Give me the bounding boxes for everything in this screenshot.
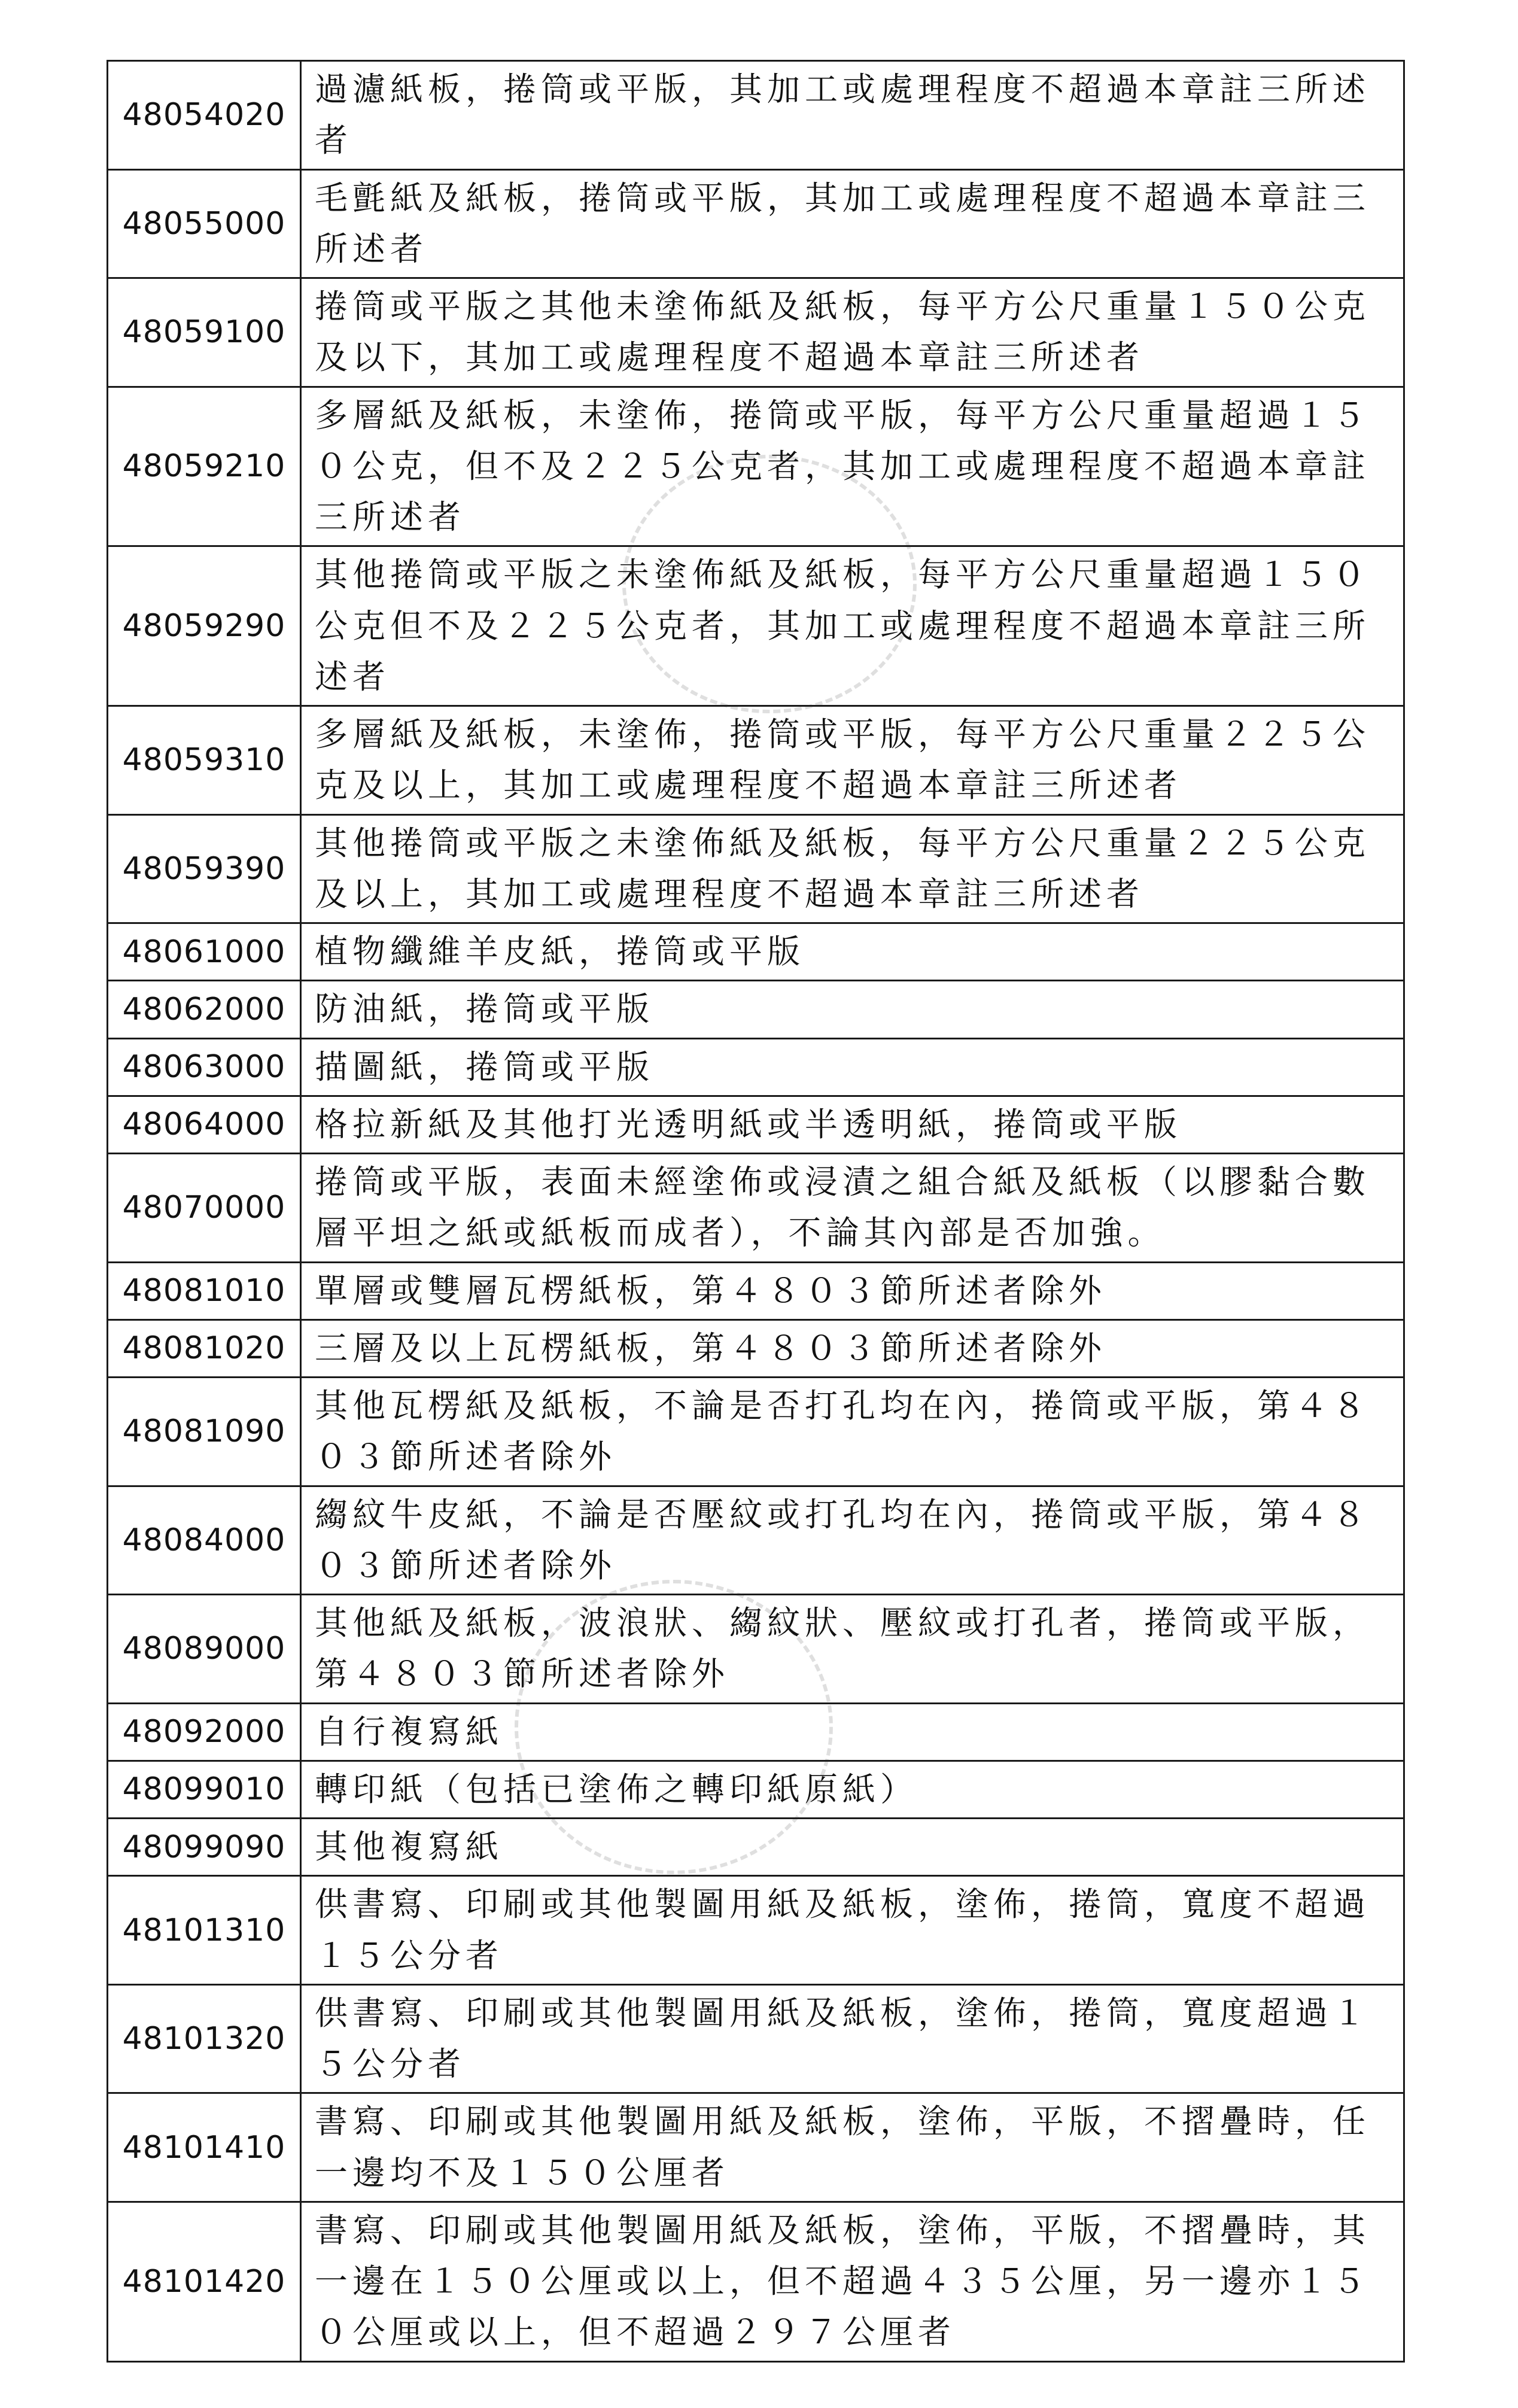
table-row — [108, 923, 1404, 981]
tariff-code-cell: 48061000 — [108, 923, 301, 981]
tariff-code-cell: 48101310 — [108, 1876, 301, 1985]
tariff-code-cell: 48081020 — [108, 1319, 301, 1377]
tariff-code-cell: 48062000 — [108, 981, 301, 1038]
description-cell: 其他捲筒或平版之未塗佈紙及紙板，每平方公尺重量２２５公克及以上，其加工或處理程度不超過本章註三所述者 — [301, 814, 1404, 923]
table-row — [108, 1819, 1404, 1876]
tariff-code-cell: 48099090 — [108, 1819, 301, 1876]
description-cell: 其他捲筒或平版之未塗佈紙及紙板，每平方公尺重量超過１５０公克但不及２２５公克者，其加工或處理程度不超過本章註三所述者 — [301, 546, 1404, 706]
description-cell: 轉印紙（包括已塗佈之轉印紙原紙） — [301, 1761, 1404, 1818]
table-row — [108, 1595, 1404, 1704]
description-cell: 防油紙，捲筒或平版 — [301, 981, 1404, 1038]
tariff-code-cell: 48101320 — [108, 1984, 301, 2093]
table-row — [108, 1761, 1404, 1818]
tariff-code-cell: 48063000 — [108, 1038, 301, 1096]
tariff-code-cell: 48092000 — [108, 1703, 301, 1761]
description-cell: 多層紙及紙板，未塗佈，捲筒或平版，每平方公尺重量２２５公克及以上，其加工或處理程度不超過本章註三所述者 — [301, 706, 1404, 815]
description-cell: 書寫、印刷或其他製圖用紙及紙板，塗佈，平版，不摺疊時，任一邊均不及１５０公厘者 — [301, 2093, 1404, 2202]
table-row — [108, 981, 1404, 1038]
description-cell: 書寫、印刷或其他製圖用紙及紙板，塗佈，平版，不摺疊時，其一邊在１５０公厘或以上，但不超過４３５公厘，另一邊亦１５０公厘或以上，但不超過２９７公厘者 — [301, 2202, 1404, 2361]
table-row — [108, 1378, 1404, 1486]
table-row — [108, 2093, 1404, 2202]
table-row — [108, 278, 1404, 387]
table-row — [108, 814, 1404, 923]
tariff-code-cell: 48059210 — [108, 387, 301, 546]
description-cell: 其他複寫紙 — [301, 1819, 1404, 1876]
tariff-code-cell: 48059100 — [108, 278, 301, 387]
description-cell: 植物纖維羊皮紙，捲筒或平版 — [301, 923, 1404, 981]
table-row — [108, 1703, 1404, 1761]
table-row — [108, 1486, 1404, 1595]
description-cell: 自行複寫紙 — [301, 1703, 1404, 1761]
description-cell: 毛氈紙及紙板，捲筒或平版，其加工或處理程度不超過本章註三所述者 — [301, 169, 1404, 278]
tariff-code-cell: 48059290 — [108, 546, 301, 706]
tariff-code-cell: 48081010 — [108, 1262, 301, 1319]
description-cell: 三層及以上瓦楞紙板，第４８０３節所述者除外 — [301, 1319, 1404, 1377]
description-cell: 捲筒或平版，表面未經塗佈或浸漬之組合紙及紙板（以膠黏合數層平坦之紙或紙板而成者），不論其內部是否加強。 — [301, 1154, 1404, 1263]
table-row — [108, 1876, 1404, 1985]
table-row — [108, 1154, 1404, 1263]
table-row — [108, 1984, 1404, 2093]
tariff-code-cell: 48089000 — [108, 1595, 301, 1704]
table-row — [108, 169, 1404, 278]
description-cell: 格拉新紙及其他打光透明紙或半透明紙，捲筒或平版 — [301, 1096, 1404, 1153]
description-cell: 過濾紙板，捲筒或平版，其加工或處理程度不超過本章註三所述者 — [301, 61, 1404, 170]
table-row — [108, 61, 1404, 170]
tariff-code-cell: 48084000 — [108, 1486, 301, 1595]
description-cell: 其他瓦楞紙及紙板，不論是否打孔均在內，捲筒或平版，第４８０３節所述者除外 — [301, 1378, 1404, 1486]
description-cell: 捲筒或平版之其他未塗佈紙及紙板，每平方公尺重量１５０公克及以下，其加工或處理程度不超過本章註三所述者 — [301, 278, 1404, 387]
description-cell: 其他紙及紙板，波浪狀、縐紋狀、壓紋或打孔者，捲筒或平版，第４８０３節所述者除外 — [301, 1595, 1404, 1704]
table-row — [108, 1038, 1404, 1096]
tariff-code-cell: 48064000 — [108, 1096, 301, 1153]
tariff-code-cell: 48055000 — [108, 169, 301, 278]
tariff-code-cell: 48101410 — [108, 2093, 301, 2202]
table-row — [108, 546, 1404, 706]
table-row — [108, 2202, 1404, 2361]
table-row — [108, 706, 1404, 815]
description-cell: 描圖紙，捲筒或平版 — [301, 1038, 1404, 1096]
description-cell: 縐紋牛皮紙，不論是否壓紋或打孔均在內，捲筒或平版，第４８０３節所述者除外 — [301, 1486, 1404, 1595]
tariff-code-cell: 48059390 — [108, 814, 301, 923]
tariff-code-cell: 48081090 — [108, 1378, 301, 1486]
tariff-code-cell: 48070000 — [108, 1154, 301, 1263]
description-cell: 供書寫、印刷或其他製圖用紙及紙板，塗佈，捲筒，寬度不超過１５公分者 — [301, 1876, 1404, 1985]
table-row — [108, 1096, 1404, 1153]
tariff-code-cell: 48099010 — [108, 1761, 301, 1818]
tariff-code-cell: 48054020 — [108, 61, 301, 170]
tariff-code-cell: 48059310 — [108, 706, 301, 815]
description-cell: 多層紙及紙板，未塗佈，捲筒或平版，每平方公尺重量超過１５０公克，但不及２２５公克者，其加工或處理程度不超過本章註三所述者 — [301, 387, 1404, 546]
description-cell: 供書寫、印刷或其他製圖用紙及紙板，塗佈，捲筒，寬度超過１５公分者 — [301, 1984, 1404, 2093]
table-row — [108, 1319, 1404, 1377]
description-cell: 單層或雙層瓦楞紙板，第４８０３節所述者除外 — [301, 1262, 1404, 1319]
tariff-table-body — [108, 61, 1404, 2362]
table-row — [108, 387, 1404, 546]
tariff-code-cell: 48101420 — [108, 2202, 301, 2361]
table-row — [108, 1262, 1404, 1319]
tariff-code-table — [107, 60, 1405, 2363]
